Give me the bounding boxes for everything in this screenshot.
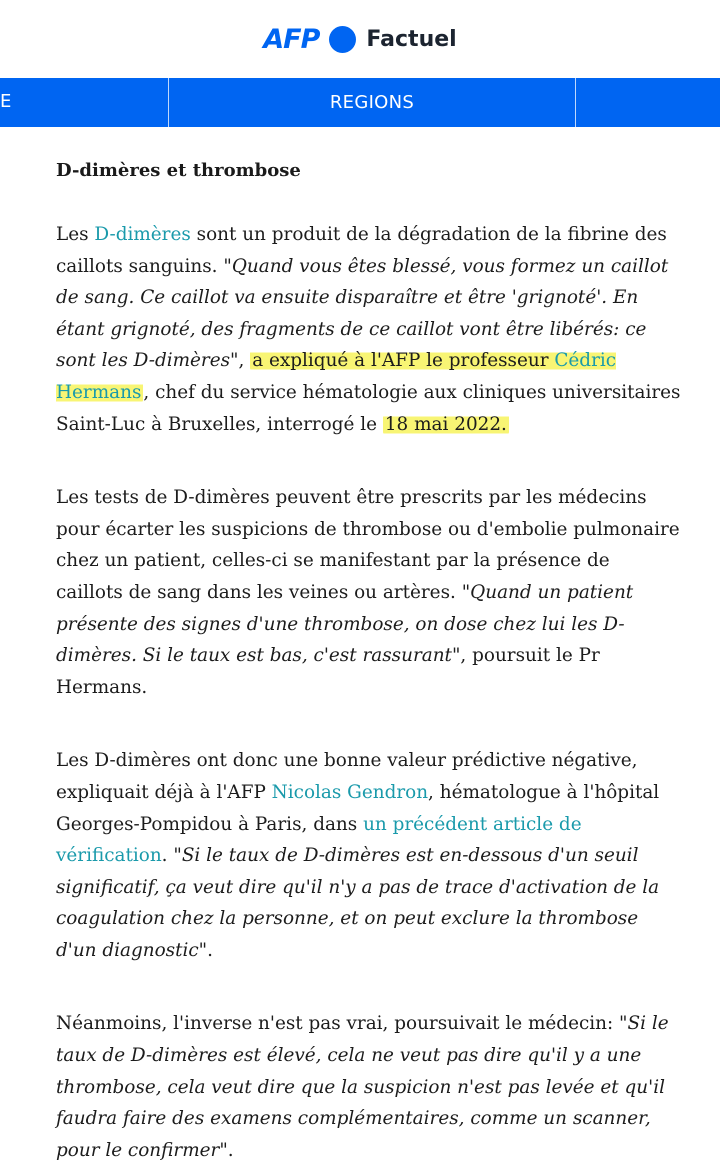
text: Les [56,224,95,245]
link-d-dimeres[interactable]: D-dimères [94,224,191,245]
factuel-logo[interactable]: Factuel [366,26,457,52]
nav-item-partial[interactable]: E [0,91,12,112]
nav-bar [0,78,720,127]
afp-dot-icon [329,26,356,53]
text: Les tests de D-dimères peuvent être prescrits par les médecins pour écarter les suspicions de thrombose ou d'embolie pulmonaire chez un patient, celles-ci se manifestant par la présence de caillots de sang dans les veines ou artères. [56,487,680,603]
text: a expliqué à l'AFP le professeur [252,350,555,372]
nav-item-regions[interactable]: REGIONS [329,92,415,113]
paragraph [56,745,682,966]
link-nicolas-gendron[interactable]: Nicolas Gendron [271,781,429,803]
quote: "Si le taux de D-dimères est en-dessous d'un seuil significatif, ça veut dire qu'il n'y a pas de trace d'activation de la coagulation chez la personne, et on peut exclure la thrombose d'un diagnostic" [56,845,660,961]
text: . [227,1139,234,1161]
text: Néanmoins, l'inverse n'est pas vrai, poursuivait le médecin: [56,1013,620,1035]
article-body [0,160,720,1166]
section-heading: D-dimères et thrombose [56,160,301,181]
paragraph [56,1008,682,1166]
paragraph [56,219,682,440]
text: , [238,350,251,372]
paragraph [56,482,682,703]
nav-divider [575,78,576,127]
quote: "Quand vous êtes blessé, vous formez un caillot de sang. Ce caillot va ensuite disparaître et être 'grignoté'. En étant grignoté, des fragments de ce caillot vont être libérés: ce sont les D-dimères" [56,255,669,372]
text: sont un produit de la dégradation de la fibrine des caillots sanguins. [56,224,667,277]
text: , hématologue à l'hôpital Georges-Pompidou à Paris, dans [56,781,660,835]
link-cedric-hermans[interactable]: Cédric Hermans [56,350,617,403]
quote: "Si le taux de D-dimères est élevé, cela ne veut pas dire qu'il y a une thrombose, cela veut dire que la suspicion n'est pas levée et qu'il faudra faire des examens complémentaires, comme un scanner, pour le confirmer" [56,1013,669,1161]
link-previous-article[interactable]: un précédent article de vérification [56,813,582,867]
text: , chef du service hématologie aux cliniques universitaires Saint-Luc à Bruxelles, interrogé le [56,381,681,435]
site-header [0,0,720,78]
text: Les D-dimères ont donc une bonne valeur prédictive négative, expliquait déjà à l'AFP [56,750,638,803]
text: . [207,939,213,961]
quote: "Quand un patient présente des signes d'une thrombose, on dose chez lui les D-dimères. Si le taux est bas, c'est rassurant" [56,581,634,667]
text: , poursuit le Pr Hermans. [56,645,600,698]
afp-logo[interactable]: AFP [263,23,320,55]
highlighted-date: 18 mai 2022. [384,413,507,435]
text: . [161,845,174,867]
